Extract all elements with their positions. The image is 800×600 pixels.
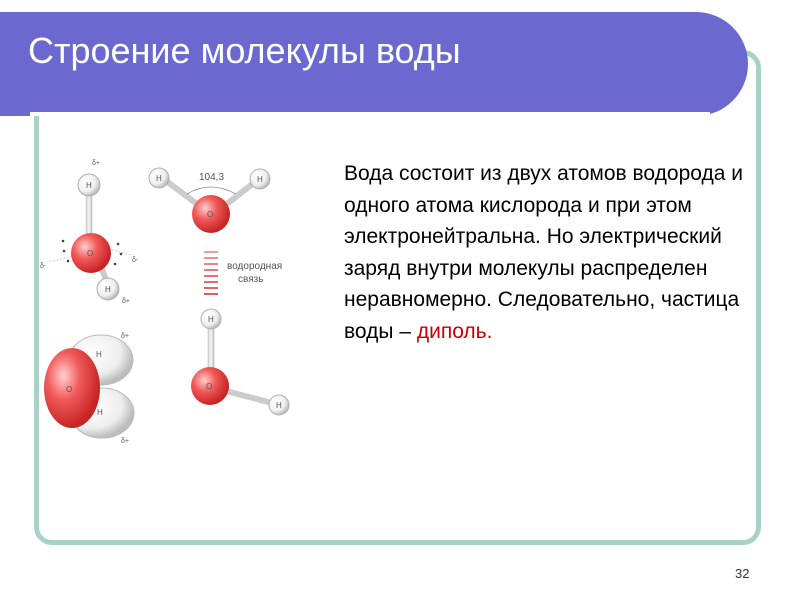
- bond-angle-label: 104,3: [199, 172, 225, 183]
- atom-label-h: H: [257, 175, 263, 184]
- page-number: 32: [735, 566, 750, 581]
- space-filling-molecule: [44, 333, 134, 445]
- dipole-highlight: диполь.: [416, 319, 493, 343]
- atom-label-h: H: [208, 315, 214, 324]
- hydrogen-bond-label: связь: [238, 274, 264, 285]
- atom-label-h: H: [156, 174, 162, 183]
- upper-water-molecule: [149, 168, 270, 233]
- atom-label-o: O: [87, 249, 94, 258]
- atom-label-h: H: [97, 408, 103, 417]
- charge-label: δ+: [121, 438, 129, 445]
- atom-label-o: O: [207, 210, 214, 219]
- slide-body-text: [344, 158, 744, 348]
- charge-label: δ+: [92, 160, 100, 167]
- atom-label-h: H: [86, 181, 92, 190]
- ball-and-stick-molecule: [40, 160, 139, 305]
- atom-label-o: O: [66, 385, 73, 394]
- atom-label-h: H: [96, 350, 102, 359]
- hydrogen-bond: [204, 252, 282, 294]
- charge-label: δ+: [121, 333, 129, 340]
- lower-water-molecule: [191, 309, 289, 415]
- atom-label-h: H: [105, 285, 111, 294]
- charge-label: δ-: [132, 257, 139, 264]
- charge-label: δ-: [40, 263, 47, 270]
- atom-label-o: O: [206, 382, 213, 391]
- body-paragraph: Вода состоит из двух атомов водорода и одного атома кислорода и при этом электронейтральна. Но электрический заряд внутри молекулы распределен неравномерно. Следовательно, частица воды –: [344, 162, 743, 343]
- charge-label: δ+: [122, 298, 130, 305]
- slide-title: Строение молекулы воды: [28, 30, 461, 71]
- hydrogen-bond-label: водородная: [227, 261, 283, 272]
- atom-label-h: H: [276, 401, 282, 410]
